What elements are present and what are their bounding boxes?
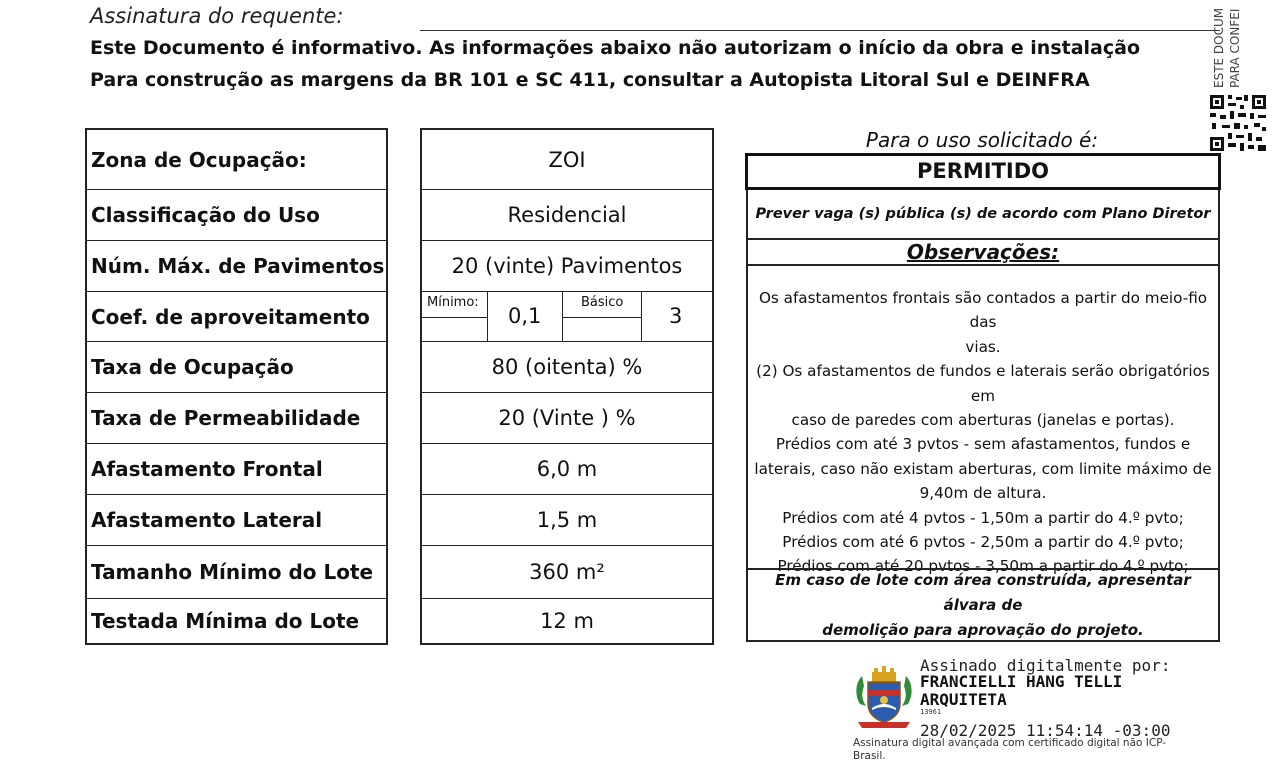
value-classificacao: Residencial [422, 190, 712, 241]
cert-line1: Assinatura digital avançada com certificado digital não ICP- [853, 737, 1167, 749]
signature-line [420, 30, 1220, 31]
value-zona: ZOI [422, 130, 712, 190]
header-highway-note: Para construção as margens da BR 101 e SC 411, consultar a Autopista Litoral Sul e DEINFRA [90, 69, 1090, 91]
label-pavimentos: Núm. Máx. de Pavimentos [87, 241, 386, 292]
observations-title: Observações: [746, 238, 1220, 266]
obs-line: Prédios com até 6 pvtos - 2,50m a partir do 4.º pvto; [782, 533, 1184, 552]
obs-line: laterais, caso não existam aberturas, com limite máximo de [754, 459, 1212, 478]
signature-date: 28/02/2025 11:54:14 -03:00 [920, 721, 1171, 740]
side-text-line1: ESTE DOCUM [1212, 7, 1226, 88]
label-afastamento-lateral: Afastamento Lateral [87, 495, 386, 546]
header-disclaimer: Este Documento é informativo. As informações abaixo não autorizam o início da obra e instalação [90, 37, 1141, 59]
label-classificacao: Classificação do Uso [87, 190, 386, 241]
parameter-labels-table [85, 128, 388, 645]
uso-title: Para o uso solicitado é: [865, 128, 1099, 152]
obs-line: Os afastamentos frontais são contados a partir do meio-fio das [758, 289, 1208, 332]
cert-line2: Brasil. [853, 750, 886, 762]
municipal-crest-icon [852, 664, 916, 732]
demolition-line1: Em caso de lote com área construída, apresentar álvara de [775, 570, 1191, 614]
label-afastamento-frontal: Afastamento Frontal [87, 444, 386, 495]
obs-line: 9,40m de altura. [919, 484, 1047, 503]
obs-line: vias. [965, 337, 1001, 356]
label-taxa-ocupacao: Taxa de Ocupação [87, 342, 386, 393]
parameter-values-table [420, 128, 714, 645]
label-tamanho-lote: Tamanho Mínimo do Lote [87, 546, 386, 599]
coef-min-label: Mínimo: [427, 295, 479, 310]
demolition-line2: demolição para aprovação do projeto. [822, 620, 1144, 639]
obs-line: Prédios com até 3 pvtos - sem afastamentos, fundos e [775, 435, 1191, 454]
certificate-note [853, 737, 1203, 763]
label-coeficiente: Coef. de aproveitamento [87, 292, 386, 342]
value-afastamento-frontal: 6,0 m [422, 444, 712, 495]
label-testada-lote: Testada Mínima do Lote [91, 609, 360, 633]
label-taxa-permeabilidade: Taxa de Permeabilidade [87, 393, 386, 444]
value-testada-lote: 12 m [540, 609, 594, 633]
observations-body [746, 264, 1220, 576]
value-tamanho-lote: 360 m² [422, 546, 712, 599]
side-vertical-text [1210, 0, 1250, 90]
signed-by-label: Assinado digitalmente por: [920, 656, 1171, 675]
signer-name: FRANCIELLI HANG TELLI [920, 672, 1123, 691]
side-text-line2: PARA CONFEI [1228, 8, 1242, 88]
label-zona: Zona de Ocupação: [87, 130, 386, 190]
obs-line: Prédios com até 20 pvtos - 3,50m a partir do 4.º pvto; [777, 557, 1189, 576]
obs-line: (2) Os afastamentos de fundos e laterais serão obrigatórios em [756, 362, 1210, 405]
demolition-note [746, 568, 1220, 642]
obs-line: caso de paredes com aberturas (janelas e portas). [791, 411, 1175, 430]
value-coeficiente [422, 292, 712, 342]
coef-min-value: 0,1 [508, 304, 542, 328]
value-pavimentos: 20 (vinte) Pavimentos [422, 241, 712, 292]
status-badge: PERMITIDO [745, 153, 1221, 190]
value-taxa-ocupacao: 80 (oitenta) % [422, 342, 712, 393]
value-afastamento-lateral: 1,5 m [422, 495, 712, 546]
signer-number: 13961 [920, 708, 942, 716]
signature-label: Assinatura do requente: [90, 4, 344, 28]
obs-line: Prédios com até 4 pvtos - 1,50m a partir do 4.º pvto; [782, 508, 1184, 527]
coef-basic-label: Básico [581, 295, 624, 310]
vaga-note: Prever vaga (s) pública (s) de acordo com Plano Diretor [746, 190, 1220, 240]
signer-role: ARQUITETA [920, 690, 1007, 709]
signer-info [920, 673, 1122, 709]
coef-basic-value: 3 [669, 304, 683, 328]
value-taxa-permeabilidade: 20 (Vinte ) % [422, 393, 712, 444]
